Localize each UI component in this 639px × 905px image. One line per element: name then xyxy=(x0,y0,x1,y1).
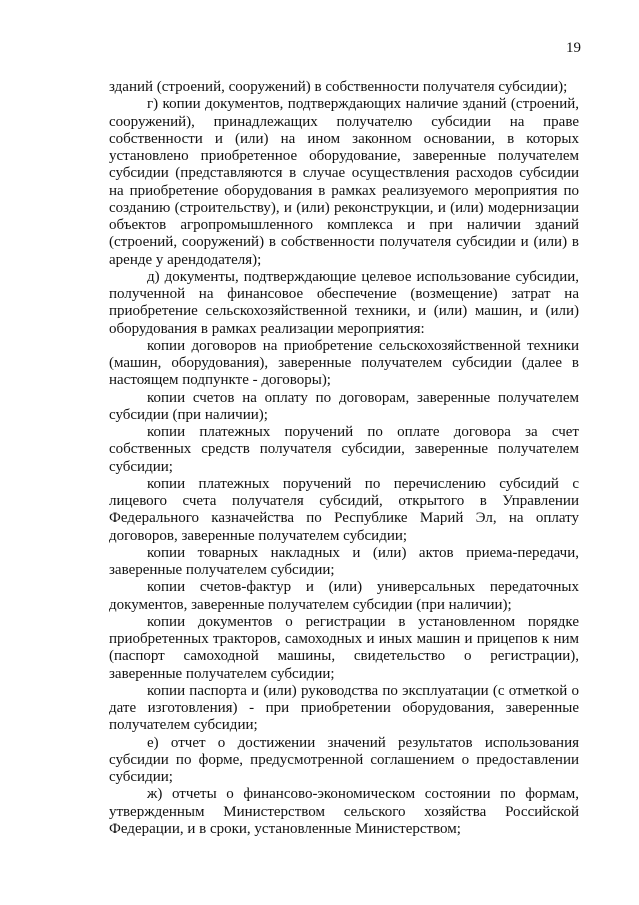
paragraph-continuation: зданий (строений, сооружений) в собственности получателя субсидии); xyxy=(109,79,568,95)
paragraph-zh: ж) отчеты о финансово-экономическом состоянии по формам, утвержденным Министерством сельского хозяйства Российской Федерации, и в сроки, установленные Министерством; xyxy=(109,786,579,837)
paragraph-registration-docs: копии документов о регистрации в установленном порядке приобретенных тракторов, самоходных и иных машин и прицепов к ним (паспорт самоходной машины, свидетельство о регистрации), заверенные получателем субсидии; xyxy=(109,613,579,682)
paragraph-passport-manual: копии паспорта и (или) руководства по эксплуатации (с отметкой о дате изготовления) - при приобретении оборудования, заверенные получателем субсидии; xyxy=(109,682,579,734)
paragraph-waybills: копии товарных накладных и (или) актов приема-передачи, заверенные получателем субсидии; xyxy=(109,544,579,578)
document-body xyxy=(109,79,579,838)
paragraph-invoices: копии счетов на оплату по договорам, заверенные получателем субсидии (при наличии); xyxy=(109,389,579,423)
paragraph-d: д) документы, подтверждающие целевое использование субсидии, полученной на финансовое обеспечение (возмещение) затрат на приобретение сельскохозяйственной техники, и (или) машин, и (или) оборудования в рамках реализации мероприятия: xyxy=(109,268,579,337)
paragraph-tax-invoices: копии счетов-фактур и (или) универсальных передаточных документов, заверенные получателем субсидии (при наличии); xyxy=(109,579,579,613)
paragraph-contracts: копии договоров на приобретение сельскохозяйственной техники (машин, оборудования), заверенные получателем субсидии (далее в настоящем подпункте - договоры); xyxy=(109,337,579,389)
page-number: 19 xyxy=(566,40,581,56)
paragraph-g: г) копии документов, подтверждающих наличие зданий (строений, сооружений), принадлежащих получателю субсидии на праве собственности и (или) на ином законном основании, в которых установлено приобретенное оборудование, заверенные получателем субсидии (представляются в случае осуществления расходов субсидии на приобретение оборудования в рамках реализуемого мероприятия по созданию (строительству), и (или) реконструкции, и (или) модернизации объектов агропромышленного комплекса и при наличии зданий (строений, сооружений) в собственности получателя субсидии и (или) в аренде у арендодателя); xyxy=(109,96,579,268)
paragraph-e: е) отчет о достижении значений результатов использования субсидии по форме, предусмотренной соглашением о предоставлении субсидии; xyxy=(109,734,579,785)
paragraph-payment-orders: копии платежных поручений по оплате договора за счет собственных средств получателя субсидии, заверенные получателем субсидии; xyxy=(109,424,579,475)
paragraph-subsidy-transfers: копии платежных поручений по перечислению субсидий с лицевого счета получателя субсидий, открытого в Управлении Федерального казначейства по Республике Марий Эл, на оплату договоров, заверенные получателем субсидии; xyxy=(109,475,579,544)
